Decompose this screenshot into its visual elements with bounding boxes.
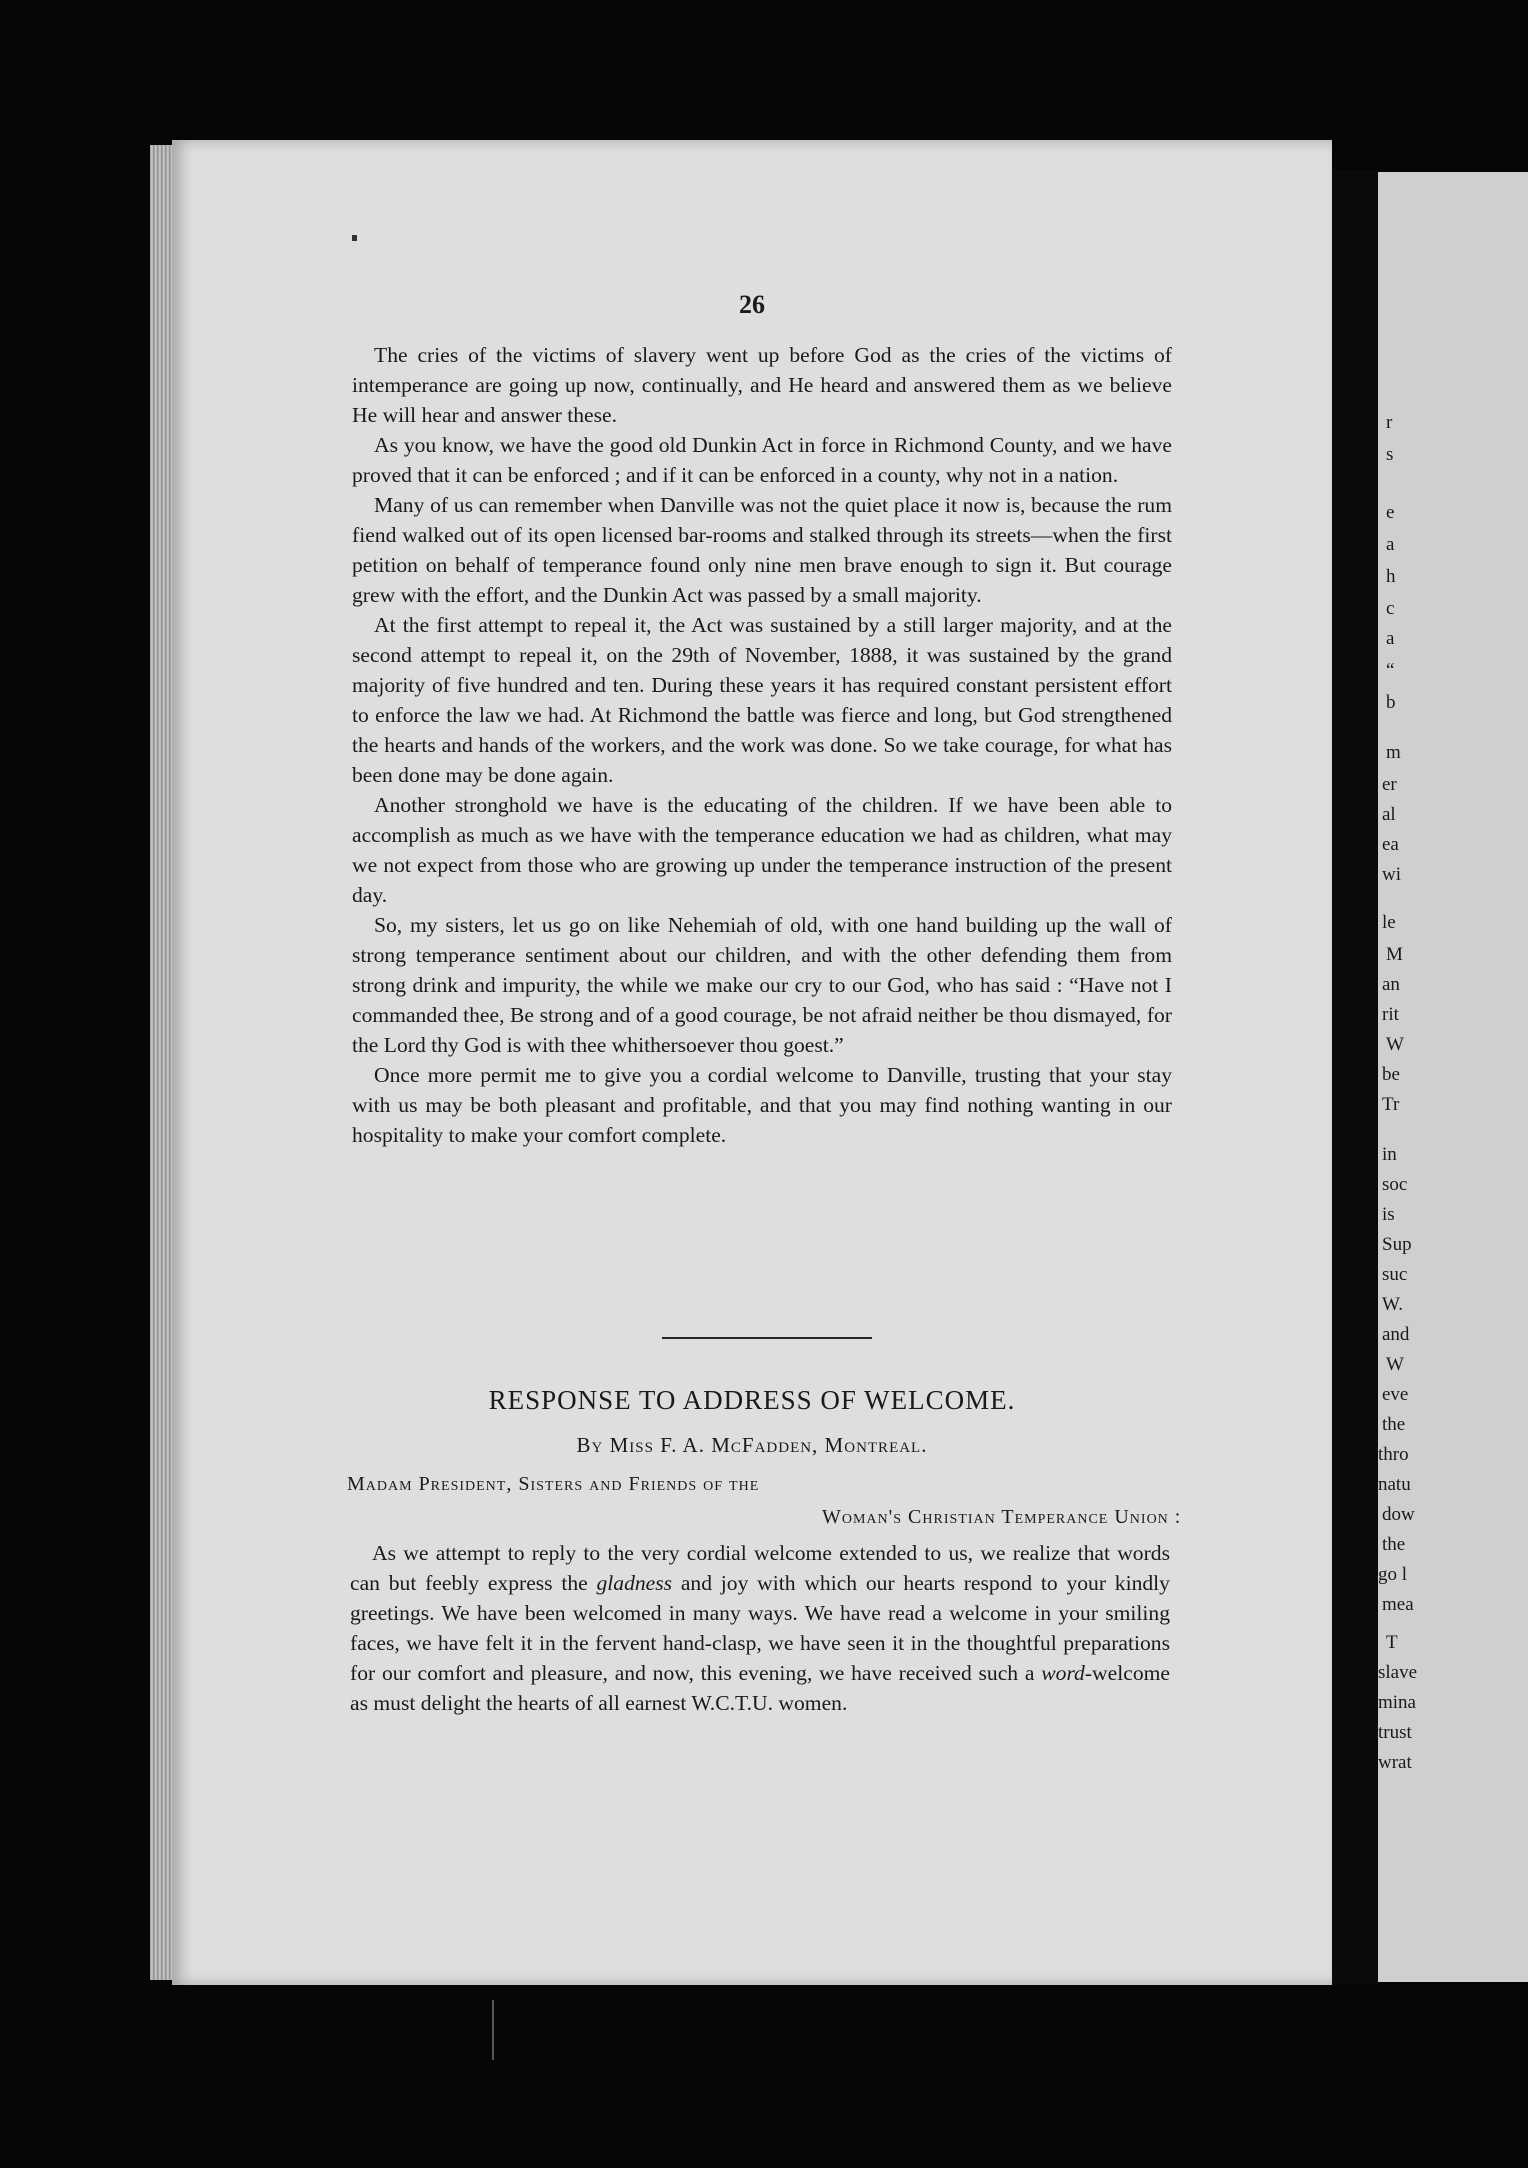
response-text-end: -welcome as must delight the hearts of all earnest W.C.T.U. women. <box>350 1661 1170 1715</box>
right-page-fragment: r <box>1386 412 1393 433</box>
paragraph: Many of us can remember when Danville was not the quiet place it now is, because the rum fiend walked out of its open licensed bar-rooms and stalked through its streets—when the first petition on behalf of temperance found only nine men brave enough to sign it. But courage grew with the effort, and the Dunkin Act was passed by a small majority. <box>352 493 1172 607</box>
paragraph: As you know, we have the good old Dunkin Act in force in Richmond County, and we have proved that it can be enforced ; and if it can be enforced in a county, why not in a nation. <box>352 433 1172 487</box>
right-page-fragment: al <box>1382 804 1396 825</box>
response-title: RESPONSE TO ADDRESS OF WELCOME. <box>488 1385 1016 1415</box>
paragraph: Once more permit me to give you a cordial welcome to Danville, trusting that your stay with us may be both pleasant and profitable, and that you may find nothing wanting in our hospitality to make your comfort complete. <box>352 1063 1172 1147</box>
right-page-fragment: eve <box>1382 1384 1409 1405</box>
right-page-fragment: W <box>1386 1034 1404 1055</box>
right-page-fragment: er <box>1382 774 1397 795</box>
paragraph: Another stronghold we have is the educating of the children. If we have been able to accomplish as much as we have with the temperance education we had as children, what may we not expect from those who are growing up under the temperance instruction of the present day. <box>352 793 1172 907</box>
response-text-start: As we attempt to reply to the very cordial welcome extended to us, we realize that words can but feebly express the <box>350 1541 1170 1595</box>
right-page-fragment: wrat <box>1378 1752 1412 1773</box>
right-page-fragment: soc <box>1382 1174 1408 1195</box>
response-text-mid: and joy with which our hearts respond to your kindly greetings. We have been welcomed in many ways. We have read a welcome in your smiling faces, we have felt it in the fervent hand-clasp, we have seen it in the thoughtful preparations for our comfort and pleasure, and now, this evening, we have received such a <box>350 1571 1170 1685</box>
right-page-fragment: W. <box>1382 1294 1403 1315</box>
paragraph: The cries of the victims of slavery went up before God as the cries of the victims of intemperance are going up now, continually, and He heard and answered them as we believe He will hear and answer these. <box>352 343 1172 427</box>
scan-speck <box>492 2000 494 2060</box>
right-page-fragment: m <box>1386 742 1401 763</box>
right-page-fragment: trust <box>1378 1722 1412 1743</box>
paragraph: At the first attempt to repeal it, the Act was sustained by a still larger majority, and at the second attempt to repeal it, on the 29th of November, 1888, it was sustained by the grand majority of five hundred and ten. During these years it has required constant persistent effort to enforce the law we had. At Richmond the battle was fierce and long, but God strengthened the hearts and hands of the workers, and the work was done. So we take courage, for what has been done may be done again. <box>352 613 1172 787</box>
right-page-edge <box>1378 172 1528 1982</box>
right-page-fragment: is <box>1382 1204 1395 1225</box>
right-page-fragment: the <box>1382 1414 1406 1435</box>
right-page-fragment: c <box>1386 598 1395 619</box>
salutation-line-1: Madam President, Sisters and Friends of the <box>347 1473 760 1495</box>
paragraph: So, my sisters, let us go on like Nehemiah of old, with one hand building up the wall of strong temperance sentiment about our children, and with the other defending them from strong drink and impurity, the while we make our cry to our God, who has said : “Have not I commanded thee, Be strong and of a good courage, be not afraid neither be thou dismayed, for the Lord thy God is with thee whithersoever thou goest.” <box>352 913 1172 1057</box>
right-page-fragment: dow <box>1382 1504 1415 1525</box>
right-page-fragment: Sup <box>1382 1234 1412 1255</box>
response-emphasis-gladness: gladness <box>596 1571 673 1595</box>
page-number: 26 <box>739 290 765 319</box>
scan-speck <box>352 235 357 241</box>
right-page-fragment: a <box>1386 628 1395 649</box>
body-text <box>352 340 1172 1150</box>
right-page-fragment: s <box>1386 444 1394 465</box>
right-page-fragment: an <box>1382 974 1400 995</box>
right-page-fragment: b <box>1386 692 1396 713</box>
book-gutter <box>1332 170 1378 1985</box>
right-page-fragment: mea <box>1382 1594 1414 1615</box>
salutation-line-2: Woman's Christian Temperance Union : <box>822 1506 1182 1528</box>
right-page-fragment: go l <box>1378 1564 1408 1585</box>
right-page-fragment: natu <box>1378 1474 1411 1495</box>
right-page-fragment: be <box>1382 1064 1400 1085</box>
right-page-fragment: thro <box>1378 1444 1409 1465</box>
right-page-fragment: rit <box>1382 1004 1399 1025</box>
right-page-fragment: ea <box>1382 834 1399 855</box>
right-page-fragment: T <box>1386 1632 1398 1653</box>
right-page-fragment: M <box>1386 944 1403 965</box>
response-byline: By Miss F. A. McFadden, Montreal. <box>576 1433 928 1457</box>
right-page-fragment: slave <box>1378 1662 1418 1683</box>
right-page-fragment: and <box>1382 1324 1410 1345</box>
right-page-fragment: Tr <box>1382 1094 1400 1115</box>
right-page-fragment: mina <box>1378 1692 1416 1713</box>
response-emphasis-word: word <box>1041 1661 1085 1685</box>
right-page-fragment: “ <box>1386 660 1395 681</box>
right-page-fragment: the <box>1382 1534 1406 1555</box>
right-page-fragment: le <box>1382 912 1396 933</box>
right-page-fragment: h <box>1386 566 1396 587</box>
right-page-fragment: wi <box>1382 864 1401 885</box>
right-page-fragment: e <box>1386 502 1395 523</box>
right-page-fragment: suc <box>1382 1264 1408 1285</box>
section-divider <box>662 1337 872 1339</box>
right-page-fragment: in <box>1382 1144 1397 1165</box>
response-text <box>350 1538 1170 1718</box>
response-paragraph <box>350 1538 1170 1718</box>
right-page-fragment: W <box>1386 1354 1404 1375</box>
right-page-fragment: a <box>1386 534 1395 555</box>
left-page <box>172 140 1332 1985</box>
